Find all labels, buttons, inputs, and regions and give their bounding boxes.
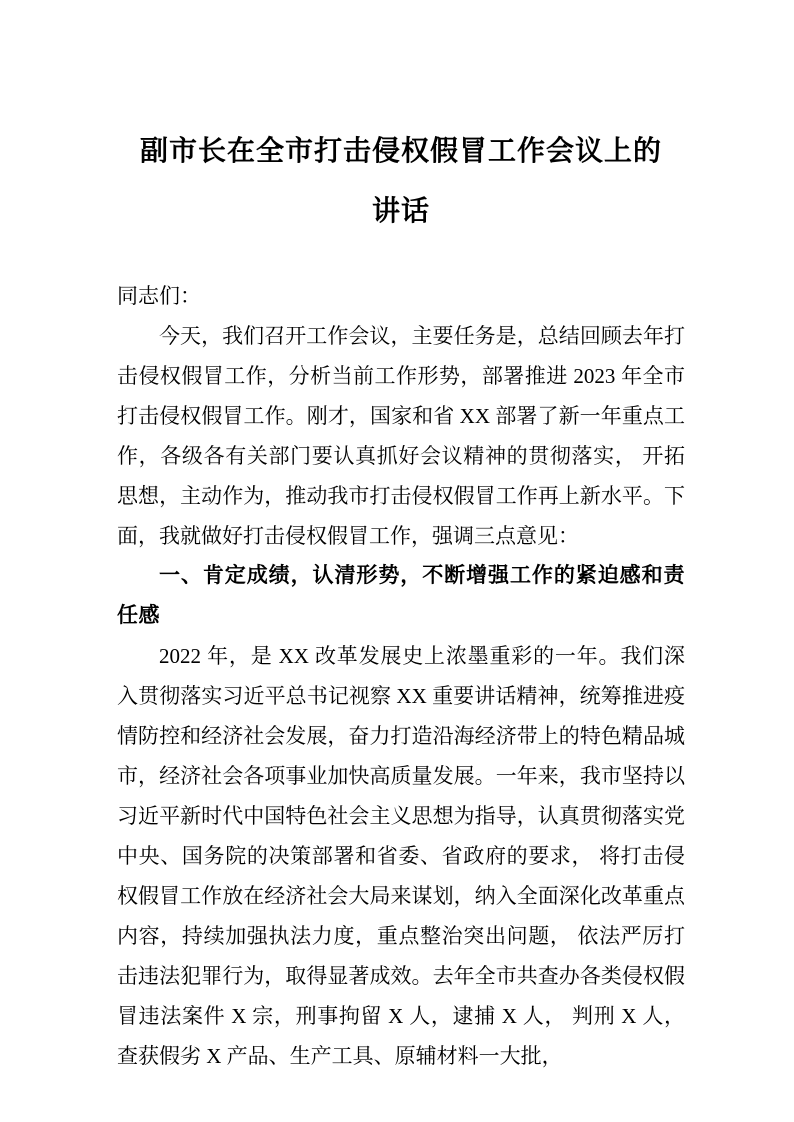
title-line-2: 讲话 [371,196,430,227]
document-title [117,122,685,242]
title-line-1: 副市长在全市打击侵权假冒工作会议上的 [139,136,662,167]
paragraph-intro: 今天，我们召开工作会议，主要任务是，总结回顾去年打击侵权假冒工作，分析当前工作形势，部署推进 2023 年全市打击侵权假冒工作。刚才，国家和省 XX 部署了新一年重点工作，各级各有关部门要认真抓好会议精神的贯彻落实， 开拓思想，主动作为，推动我市打击侵权假冒工作再上新水平。下面，我就做好打击侵权假冒工作，强调三点意见： [117,324,685,548]
salutation: 同志们： [117,284,201,308]
section-heading-1: 一、肯定成绩，认清形势，不断增强工作的紧迫感和责任感 [117,564,685,627]
document-body [117,276,685,1076]
paragraph-achievements: 2022 年，是 XX 改革发展史上浓墨重彩的一年。我们深入贯彻落实习近平总书记视察 XX 重要讲话精神，统筹推进疫情防控和经济社会发展，奋力打造沿海经济带上的特色精品城市，经济社会各项事业加快高质量发展。一年来，我市坚持以习近平新时代中国特色社会主义思想为指导，认真贯彻落实党中央、国务院的决策部署和省委、省政府的要求， 将打击侵权假冒工作放在经济社会大局来谋划，纳入全面深化改革重点内容，持续加强执法力度，重点整治突出问题， 依法严厉打击违法犯罪行为，取得显著成效。去年全市共查办各类侵权假冒违法案件 X 宗，刑事拘留 X 人，逮捕 X 人， 判刑 X 人，查获假劣 X 产品、生产工具、原辅材料一大批， [117,644,685,1068]
